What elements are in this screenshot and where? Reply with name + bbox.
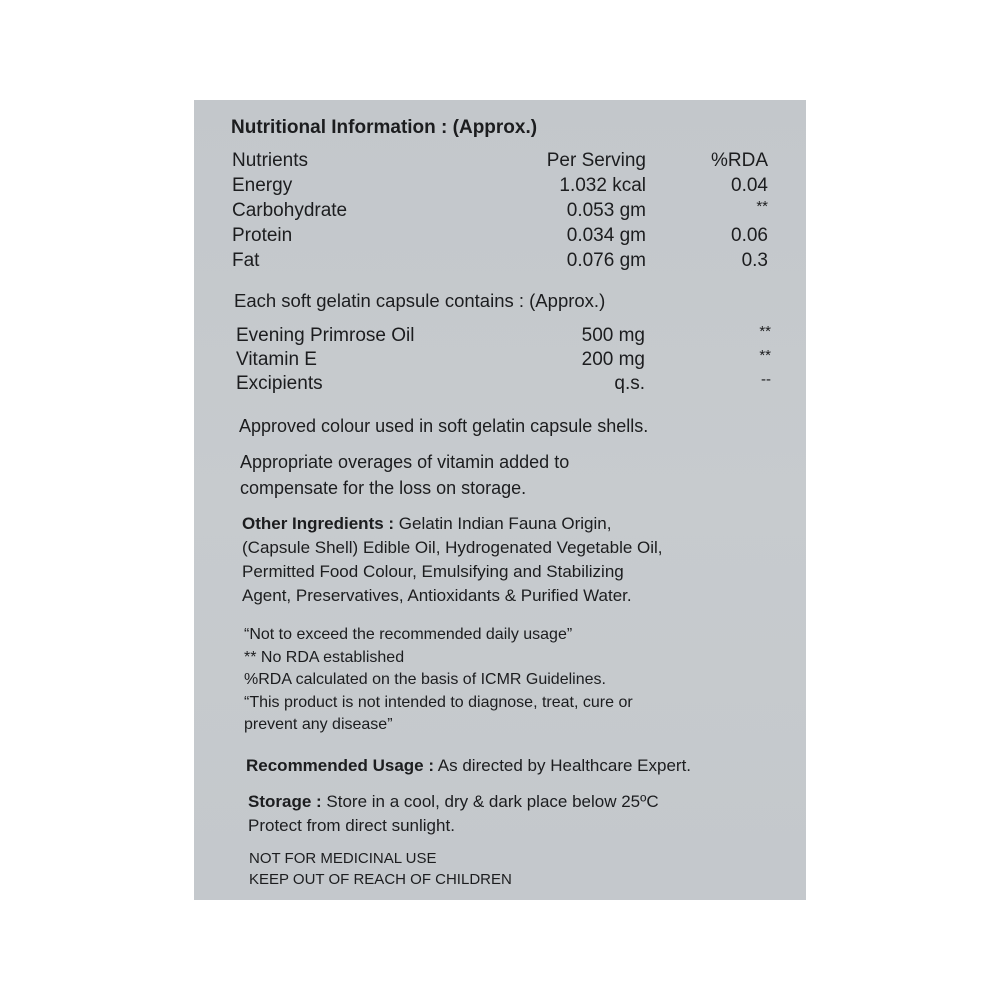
disclaimer-line: “This product is not intended to diagnose, treat, cure or bbox=[244, 693, 633, 711]
nutrient-rda: ** bbox=[756, 198, 768, 215]
capsule-ingredient-amount: 500 mg bbox=[581, 325, 645, 346]
nutrient-name: Carbohydrate bbox=[232, 200, 348, 221]
capsule-ingredient-name: Excipients bbox=[236, 373, 323, 394]
nutrient-name: Fat bbox=[232, 250, 260, 271]
capsule-ingredient-amount: 200 mg bbox=[581, 349, 645, 370]
table-row bbox=[232, 175, 772, 200]
warning-line: NOT FOR MEDICINAL USE bbox=[249, 850, 437, 867]
nutrient-per-serving: 0.053 gm bbox=[566, 200, 646, 221]
storage-label: Storage : bbox=[248, 792, 322, 811]
capsule-ingredient-name: Vitamin E bbox=[236, 349, 317, 370]
disclaimer-line: “Not to exceed the recommended daily usage” bbox=[244, 626, 573, 643]
label-panel bbox=[194, 100, 806, 900]
nutrient-per-serving: 0.076 gm bbox=[566, 250, 646, 271]
nutrient-rda: 0.3 bbox=[741, 250, 768, 271]
capsule-ingredient-rda: ** bbox=[759, 323, 771, 340]
usage-label: Recommended Usage : bbox=[246, 756, 434, 775]
capsule-heading: Each soft gelatin capsule contains : (Approx.) bbox=[234, 290, 606, 311]
capsule-ingredient-rda: ** bbox=[759, 347, 771, 364]
nutrient-rda: 0.04 bbox=[731, 175, 768, 196]
disclaimers bbox=[244, 624, 633, 737]
nutrient-per-serving: 0.034 gm bbox=[566, 225, 646, 246]
capsule-ingredient-rda: -- bbox=[761, 371, 771, 388]
other-ingredients-line: Permitted Food Colour, Emulsifying and Stabilizing bbox=[242, 562, 624, 581]
other-ingredients-line: (Capsule Shell) Edible Oil, Hydrogenated Vegetable Oil, bbox=[242, 538, 663, 557]
disclaimer-line: prevent any disease” bbox=[244, 716, 393, 733]
nutrient-name: Protein bbox=[232, 225, 293, 246]
other-ingredients-line: Agent, Preservatives, Antioxidants & Purified Water. bbox=[242, 586, 632, 605]
table-row bbox=[236, 325, 771, 350]
header-nutrients: Nutrients bbox=[232, 150, 309, 171]
nutrient-rda: 0.06 bbox=[731, 225, 768, 246]
nutrient-per-serving: 1.032 kcal bbox=[559, 175, 646, 196]
header-rda: %RDA bbox=[710, 150, 768, 171]
overages-line: Appropriate overages of vitamin added to bbox=[240, 452, 570, 472]
other-ingredients-label: Other Ingredients : bbox=[242, 514, 395, 533]
nutrition-header-row bbox=[232, 150, 772, 175]
disclaimer-line: %RDA calculated on the basis of ICMR Guidelines. bbox=[244, 671, 606, 688]
table-row bbox=[232, 200, 772, 225]
storage bbox=[248, 790, 659, 838]
nutrition-title: Nutritional Information : (Approx.) bbox=[231, 117, 538, 138]
table-row bbox=[232, 250, 772, 275]
recommended-usage bbox=[246, 754, 691, 778]
colour-note: Approved colour used in soft gelatin capsule shells. bbox=[239, 416, 649, 436]
capsule-ingredient-name: Evening Primrose Oil bbox=[236, 325, 415, 346]
other-ingredients bbox=[242, 512, 663, 608]
storage-line: Protect from direct sunlight. bbox=[248, 816, 455, 835]
usage-text: As directed by Healthcare Expert. bbox=[434, 756, 692, 775]
disclaimer-line: ** No RDA established bbox=[244, 648, 405, 666]
overages-line: compensate for the loss on storage. bbox=[240, 478, 527, 498]
warning-line: KEEP OUT OF REACH OF CHILDREN bbox=[249, 871, 512, 888]
header-per-serving: Per Serving bbox=[546, 150, 646, 171]
warnings bbox=[249, 848, 512, 890]
table-row bbox=[236, 349, 771, 374]
overages-note bbox=[240, 449, 569, 501]
table-row bbox=[236, 373, 771, 398]
capsule-ingredient-amount: q.s. bbox=[614, 373, 645, 394]
table-row bbox=[232, 225, 772, 250]
storage-line: Store in a cool, dry & dark place below 25ºC bbox=[321, 792, 659, 811]
nutrient-name: Energy bbox=[232, 175, 293, 196]
other-ingredients-line: Gelatin Indian Fauna Origin, bbox=[394, 514, 612, 533]
